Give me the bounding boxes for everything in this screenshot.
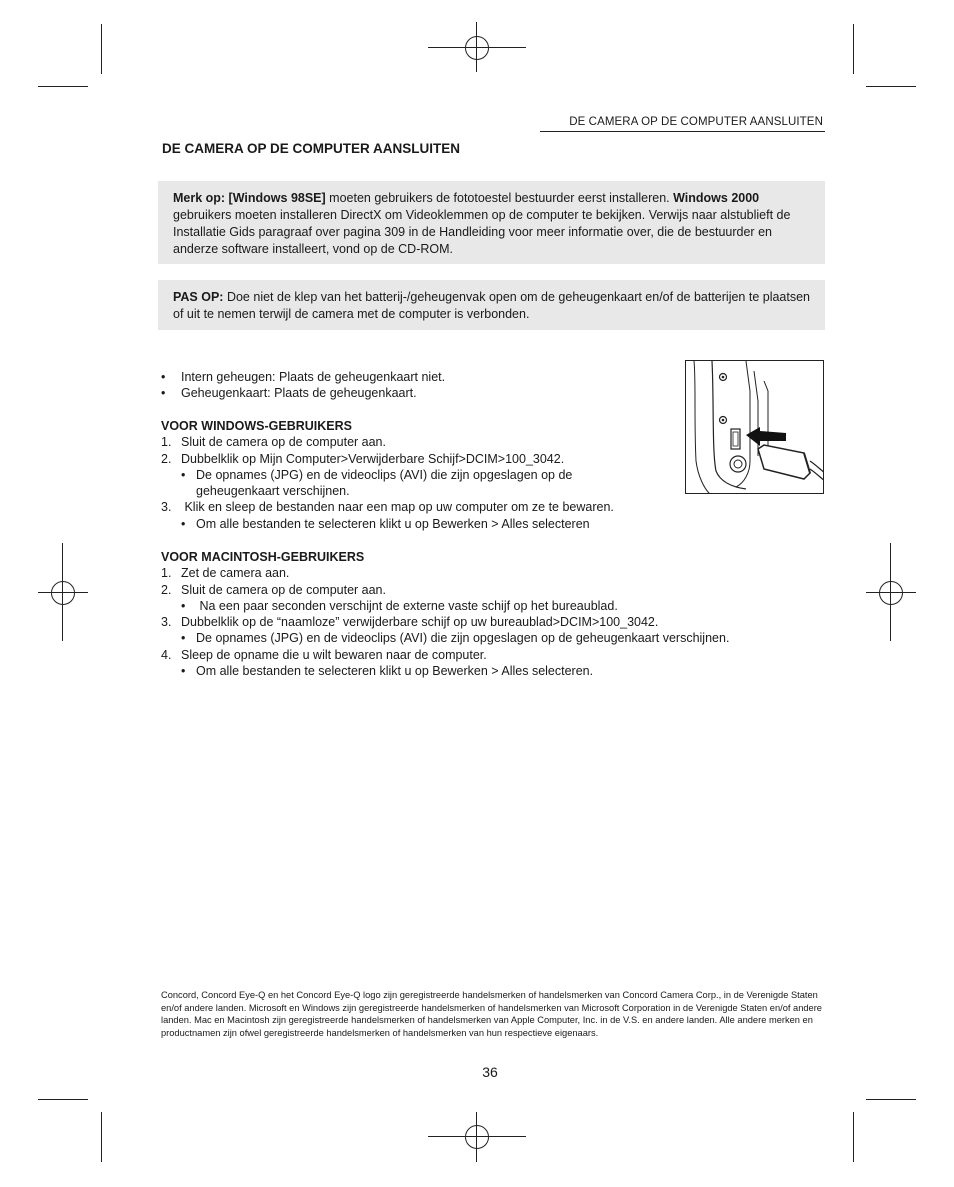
bullet: • bbox=[181, 516, 186, 531]
crop-mark bbox=[853, 1112, 854, 1162]
crop-mark bbox=[38, 86, 88, 87]
windows-section bbox=[161, 418, 614, 532]
crop-mark bbox=[853, 24, 854, 74]
running-head: DE CAMERA OP DE COMPUTER AANSLUITEN bbox=[569, 116, 823, 128]
step-text: Klik en sleep de bestanden naar een map op uw computer om ze te bewaren. bbox=[181, 500, 614, 515]
step-text: Zet de camera aan. bbox=[181, 566, 290, 581]
note-text: gebruikers moeten installeren DirectX om Videoklemmen op de computer te bekijken. Verwijs naar alstublieft de Installatie Gids paragraaf over pagina 309 in de Handleiding voor meer informatie over, die de bestuurder en anderze software installeert, vond op de CD-ROM. bbox=[173, 208, 791, 256]
step-text: Sluit de camera op de computer aan. bbox=[181, 435, 386, 450]
note-box-windows bbox=[158, 181, 825, 264]
sub-bullet-text: De opnames (JPG) en de videoclips (AVI) die zijn opgeslagen op de bbox=[196, 467, 573, 482]
step-text: Sluit de camera op de computer aan. bbox=[181, 582, 386, 597]
bullet: • bbox=[181, 664, 186, 679]
step-item bbox=[161, 565, 729, 581]
caution-text: Doe niet de klep van het batterij-/geheugenvak open om de geheugenkaart en/of de batterijen te plaatsen of uit te nemen terwijl de camera met de computer is verbonden. bbox=[173, 290, 811, 321]
crop-mark bbox=[101, 1112, 102, 1162]
sub-bullet-text: Na een paar seconden verschijnt de externe vaste schijf op het bureaublad. bbox=[196, 598, 618, 613]
mac-heading: VOOR MACINTOSH-GEBRUIKERS bbox=[161, 550, 365, 564]
registration-line bbox=[890, 543, 891, 641]
step-item bbox=[161, 451, 614, 467]
page-title: DE CAMERA OP DE COMPUTER AANSLUITEN bbox=[162, 141, 461, 156]
step-text: Dubbelklik op de “naamloze” verwijderbare schijf op uw bureaublad>DCIM>100_3042. bbox=[181, 615, 659, 630]
crop-mark bbox=[866, 86, 916, 87]
bullet: • bbox=[161, 386, 166, 401]
registration-line bbox=[38, 592, 88, 593]
note-label: Merk op: [Windows 98SE] bbox=[173, 191, 326, 205]
registration-circle bbox=[465, 1125, 489, 1149]
step-item bbox=[161, 499, 614, 515]
intro-bullets bbox=[161, 369, 445, 402]
crop-mark bbox=[38, 1099, 88, 1100]
sub-bullet bbox=[161, 663, 729, 679]
bullet: • bbox=[161, 370, 166, 384]
sub-bullet bbox=[161, 516, 614, 532]
list-item-text: Intern geheugen: Plaats de geheugenkaart niet. bbox=[181, 370, 446, 384]
step-number: 3. bbox=[161, 615, 172, 630]
bullet: • bbox=[181, 467, 186, 482]
step-text: Sleep de opname die u wilt bewaren naar de computer. bbox=[181, 647, 487, 662]
registration-line bbox=[476, 1112, 477, 1162]
registration-circle bbox=[51, 581, 75, 605]
registration-line bbox=[428, 1136, 526, 1137]
registration-line bbox=[476, 22, 477, 72]
camera-cable-icon bbox=[686, 361, 824, 494]
running-head-rule bbox=[540, 131, 825, 132]
mac-section bbox=[161, 549, 729, 679]
list-item bbox=[161, 369, 445, 385]
registration-circle bbox=[465, 36, 489, 60]
sub-bullet-text: Om alle bestanden te selecteren klikt u op Bewerken > Alles selecteren bbox=[196, 516, 590, 531]
list-item bbox=[161, 385, 445, 401]
step-number: 1. bbox=[161, 435, 172, 450]
step-item bbox=[161, 582, 729, 598]
sub-bullet bbox=[161, 467, 614, 483]
step-item bbox=[161, 434, 614, 450]
step-number: 2. bbox=[161, 451, 172, 466]
sub-bullet-continuation bbox=[161, 483, 614, 499]
list-item-text: Geheugenkaart: Plaats de geheugenkaart. bbox=[181, 386, 417, 401]
sub-bullet bbox=[161, 630, 729, 646]
caution-label: PAS OP: bbox=[173, 290, 224, 304]
step-item bbox=[161, 647, 729, 663]
windows-heading: VOOR WINDOWS-GEBRUIKERS bbox=[161, 419, 352, 433]
note-text: moeten gebruikers de fototoestel bestuurder eerst installeren. bbox=[325, 191, 674, 205]
step-number: 3. bbox=[161, 500, 172, 515]
step-item bbox=[161, 614, 729, 630]
bullet: • bbox=[181, 598, 186, 613]
note-box-caution bbox=[158, 280, 825, 330]
page-number: 36 bbox=[482, 1064, 498, 1080]
sub-bullet-text: geheugenkaart verschijnen. bbox=[196, 484, 350, 499]
step-number: 4. bbox=[161, 647, 172, 662]
crop-mark bbox=[866, 1099, 916, 1100]
registration-line bbox=[866, 592, 916, 593]
sub-bullet-text: Om alle bestanden te selecteren klikt u op Bewerken > Alles selecteren. bbox=[196, 664, 594, 679]
sub-bullet bbox=[161, 598, 729, 614]
note-label: Windows 2000 bbox=[673, 191, 760, 205]
step-text: Dubbelklik op Mijn Computer>Verwijderbare Schijf>DCIM>100_3042. bbox=[181, 451, 565, 466]
step-number: 1. bbox=[161, 566, 172, 581]
step-number: 2. bbox=[161, 582, 172, 597]
bullet: • bbox=[181, 631, 186, 646]
registration-line bbox=[62, 543, 63, 641]
sub-bullet-text: De opnames (JPG) en de videoclips (AVI) die zijn opgeslagen op de geheugenkaart verschijnen. bbox=[196, 631, 730, 646]
registration-circle bbox=[879, 581, 903, 605]
trademark-footnote: Concord, Concord Eye-Q en het Concord Eye-Q logo zijn geregistreerde handelsmerken of handelsmerken van Concord Camera Corp., in de Verenigde Staten en/of andere landen. Microsoft en Windows zijn geregistreerde handelsmerken of handelsmerken van Microsoft Corporation in de Verenigde Staten en/of andere landen. Mac en Macintosh zijn geregistreerde handelsmerken of handelsmerken van Apple Computer, Inc. in de V.S. en andere landen. Alle andere merken en productnamen zijn ofwel geregistreerde handelsmerken of handelsmerken van hun respectieve eigenaars. bbox=[161, 990, 822, 1038]
registration-line bbox=[428, 47, 526, 48]
camera-usb-illustration bbox=[685, 360, 824, 494]
crop-mark bbox=[101, 24, 102, 74]
